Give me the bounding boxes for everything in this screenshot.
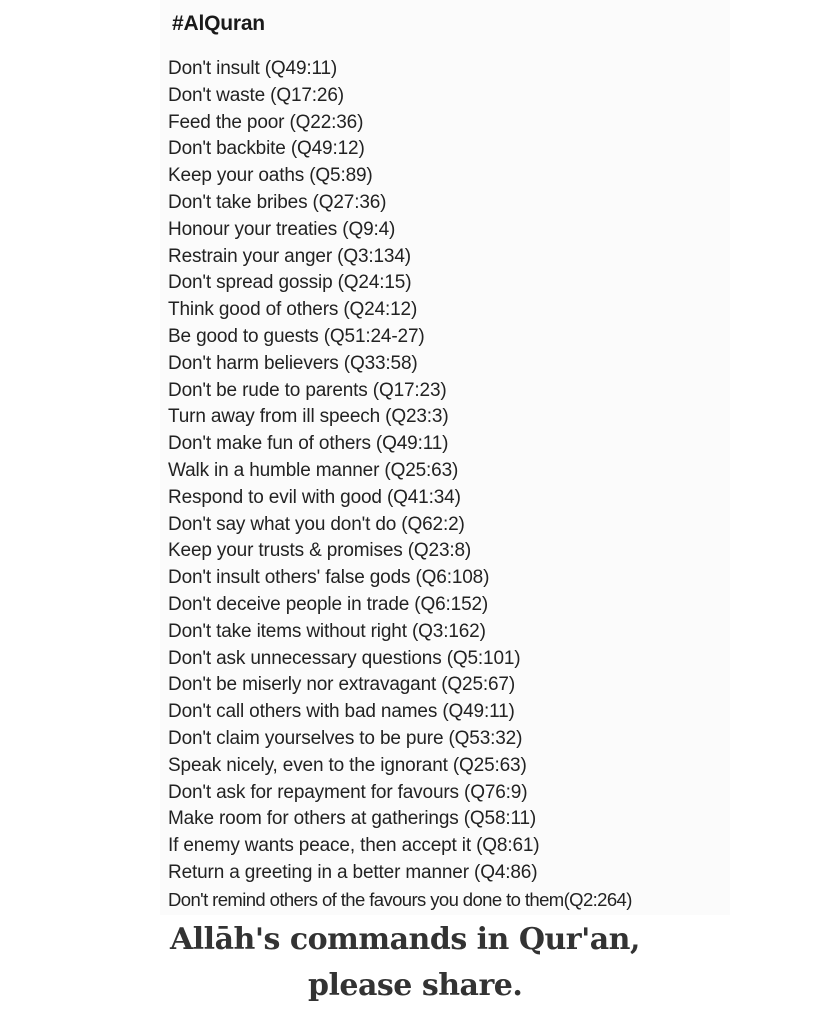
list-item: Keep your oaths (Q5:89) (168, 165, 373, 187)
list-item: Don't claim yourselves to be pure (Q53:32) (168, 727, 523, 749)
list-item: Return a greeting in a better manner (Q4:86) (168, 861, 538, 883)
footer-line-2: please share. (308, 968, 523, 1003)
list-item: Don't backbite (Q49:12) (168, 138, 365, 160)
list-item: Make room for others at gatherings (Q58:11) (168, 808, 537, 830)
list-item: Don't be rude to parents (Q17:23) (168, 379, 447, 401)
list-item: Speak nicely, even to the ignorant (Q25:63) (168, 754, 527, 776)
list-item: Be good to guests (Q51:24-27) (168, 325, 425, 347)
list-item: Don't harm believers (Q33:58) (168, 352, 418, 374)
list-item: Feed the poor (Q22:36) (168, 111, 364, 133)
list-item: Don't say what you don't do (Q62:2) (168, 513, 465, 535)
list-item: Think good of others (Q24:12) (168, 299, 418, 321)
list-item: Don't insult others' false gods (Q6:108) (168, 567, 490, 589)
list-item: Don't make fun of others (Q49:11) (168, 433, 449, 455)
list-item: Don't ask for repayment for favours (Q76:9) (168, 781, 528, 803)
list-item: Turn away from ill speech (Q23:3) (168, 406, 449, 428)
commands-list (168, 56, 632, 914)
list-item: Don't deceive people in trade (Q6:152) (168, 593, 489, 615)
list-item: If enemy wants peace, then accept it (Q8:61) (168, 835, 540, 857)
list-item: Keep your trusts & promises (Q23:8) (168, 540, 472, 562)
list-item: Don't take items without right (Q3:162) (168, 620, 486, 642)
list-item: Restrain your anger (Q3:134) (168, 245, 411, 267)
list-item: Don't spread gossip (Q24:15) (168, 272, 412, 294)
list-item: Don't ask unnecessary questions (Q5:101) (168, 647, 521, 669)
list-item: Respond to evil with good (Q41:34) (168, 486, 461, 508)
list-item: Don't take bribes (Q27:36) (168, 191, 387, 213)
list-item: Don't waste (Q17:26) (168, 84, 344, 106)
list-item: Don't call others with bad names (Q49:11) (168, 701, 515, 723)
list-item: Honour your treaties (Q9:4) (168, 218, 396, 240)
list-item: Don't remind others of the favours you done to them(Q2:264) (168, 888, 632, 910)
list-item: Don't insult (Q49:11) (168, 58, 338, 79)
hashtag-title: #AlQuran (172, 12, 265, 35)
footer-line-1: Allāh's commands in Qur'an, (170, 922, 640, 957)
list-item: Walk in a humble manner (Q25:63) (168, 459, 459, 481)
list-item: Don't be miserly nor extravagant (Q25:67) (168, 674, 516, 696)
